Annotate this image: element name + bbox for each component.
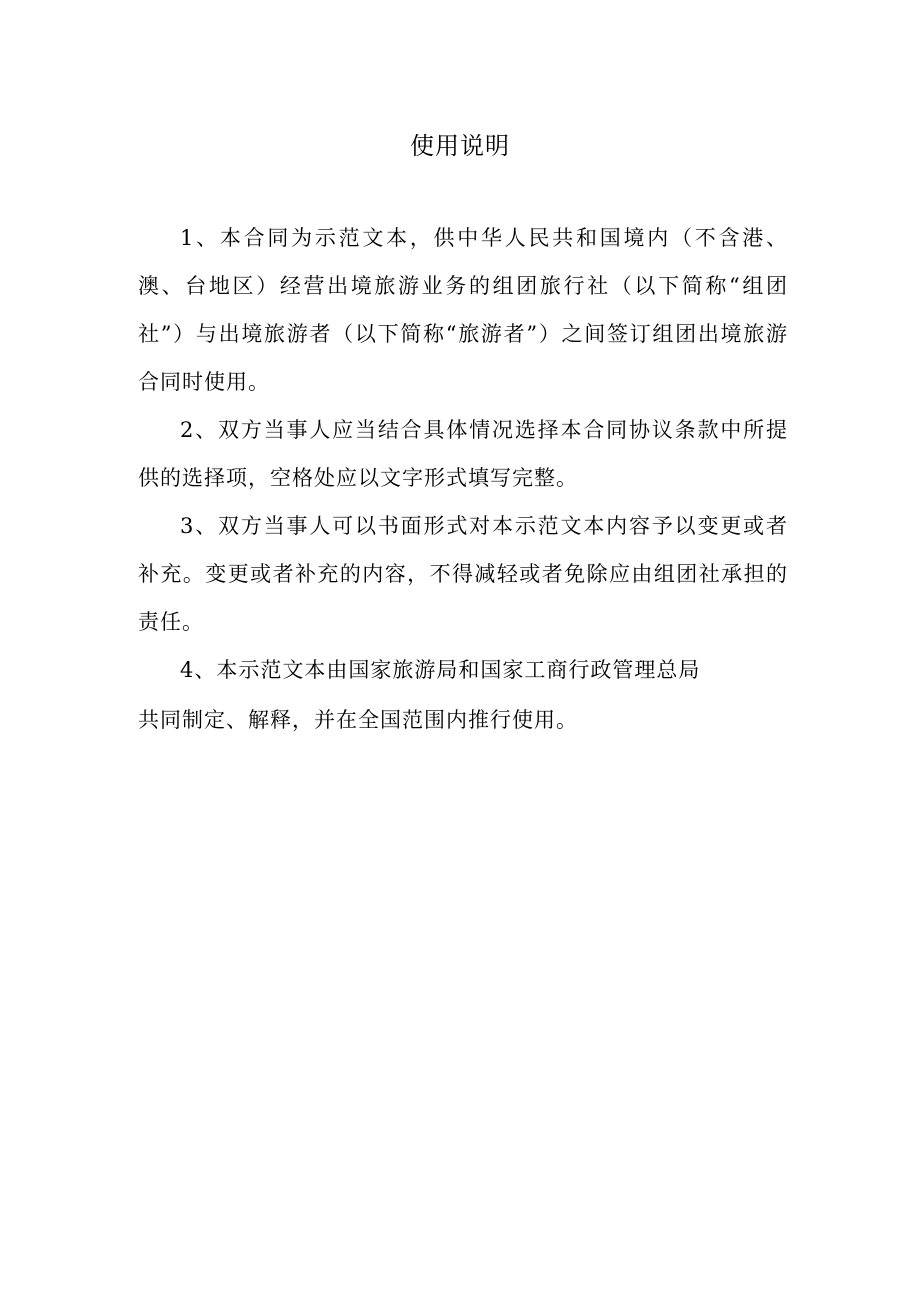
document-body [138,214,788,744]
paragraph-4-line-1: 4、本示范文本由国家旅游局和国家工商行政管理总局 [180,658,701,682]
paragraph-3: 3、双方当事人可以书面形式对本示范文本内容予以变更或者补充。变更或者补充的内容，不得减轻或者免除应由组团社承担的责任。 [138,514,788,634]
page-title: 使用说明 [410,132,510,160]
paragraph-4-line-2: 共同制定、解释，并在全国范围内推行使用。 [138,708,578,732]
paragraph-2: 2、双方当事人应当结合具体情况选择本合同协议条款中所提供的选择项，空格处应以文字形式填写完整。 [138,418,788,490]
paragraph-1: 1、本合同为示范文本，供中华人民共和国境内（不含港、澳、台地区）经营出境旅游业务的组团旅行社（以下简称“组团社”）与出境旅游者（以下简称“旅游者”）之间签订组团出境旅游合同时使用。 [138,226,788,394]
